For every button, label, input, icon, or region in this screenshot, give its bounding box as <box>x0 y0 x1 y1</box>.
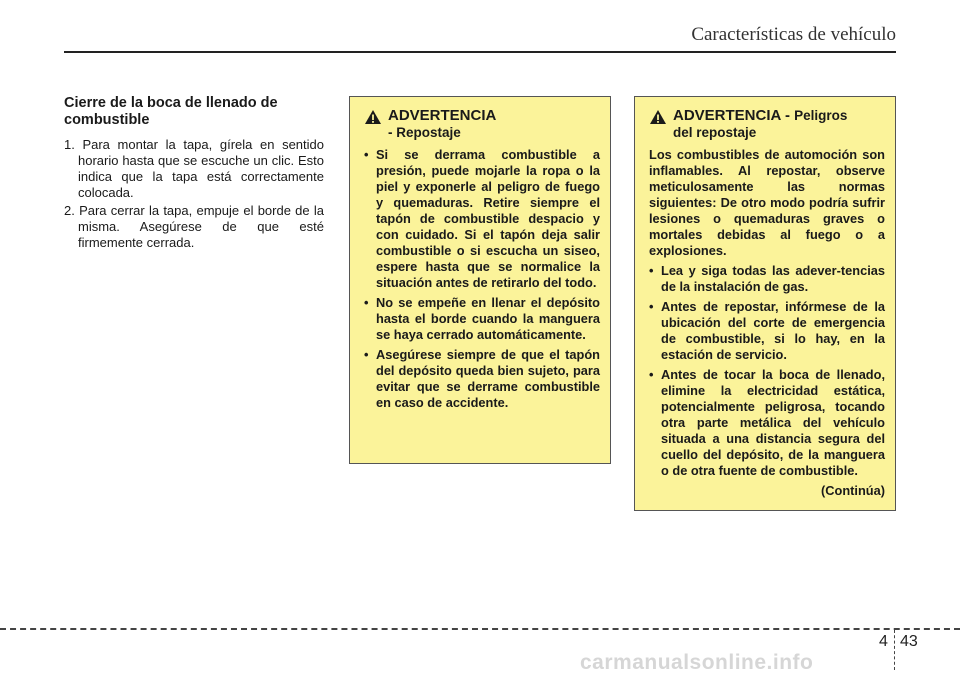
warning-subtitle: - Repostaje <box>388 125 461 140</box>
warning-subtitle-continued: del repostaje <box>673 125 757 140</box>
page-header-title: Características de vehículo <box>691 24 896 45</box>
warning-bullet: • Antes de tocar la boca de llenado, elimine la electricidad estática, potencialmente peligrosa, tocando otra parte metálica del vehículo situada a una distancia segura del cuello del depósito, de la manguera o de otra fuente de combustible. <box>649 367 885 479</box>
page-number: 43 <box>900 633 918 650</box>
header-rule <box>64 51 896 53</box>
continued-label: (Continúa) <box>821 483 885 498</box>
warning-triangle-icon <box>364 109 382 125</box>
warning-subtitle: Peligros <box>794 108 848 123</box>
steps-list <box>64 137 324 251</box>
chapter-number: 4 <box>879 633 888 650</box>
step-item: 1. Para montar la tapa, gírela en sentido horario hasta que se escuche un clic. Esto indica que la tapa está correctamente colocada. <box>64 137 324 200</box>
warning-title: ADVERTENCIA <box>388 107 497 124</box>
warning-triangle-icon <box>649 109 667 125</box>
warning-bullet: • Lea y siga todas las adever-tencias de la instalación de gas. <box>649 263 885 295</box>
page-number-separator <box>894 630 895 670</box>
warning-intro: Los combustibles de automoción son inflamables. Al repostar, observe meticulosamente las normas siguientes: De otro modo podría sufrir lesiones o quemaduras graves o mortales debidas al fuego o a explosiones. <box>649 147 885 258</box>
warning-header <box>649 107 885 141</box>
warning-box-refueling-hazards <box>634 96 896 511</box>
step-item: 2. Para cerrar la tapa, empuje el borde de la misma. Asegúrese de que esté firmemente cerrada. <box>64 203 324 250</box>
section-title: Cierre de la boca de llenado de combustible <box>64 95 278 128</box>
watermark: carmanualsonline.info <box>580 651 814 674</box>
warning-bullet: • No se empeñe en llenar el depósito hasta el borde cuando la manguera se haya cerrado automáticamente. <box>364 295 600 343</box>
warning-bullets <box>649 263 885 479</box>
fuel-cap-section <box>64 95 324 253</box>
warning-bullet: • Antes de repostar, infórmese de la ubicación del corte de emergencia de combustible, si lo hay, en la estación de servicio. <box>649 299 885 363</box>
warning-title: ADVERTENCIA - <box>673 107 790 124</box>
footer-rule <box>0 628 960 630</box>
warning-box-refueling <box>349 96 611 464</box>
warning-bullets <box>364 147 600 411</box>
warning-bullet: • Asegúrese siempre de que el tapón del depósito queda bien sujeto, para evitar que se derrame combustible en caso de accidente. <box>364 347 600 411</box>
warning-header <box>364 107 600 141</box>
warning-bullet: • Si se derrama combustible a presión, puede mojarle la ropa o la piel y exponerle al peligro de fuego y quemaduras. Retire siempre el tapón de combustible despacio y con cuidado. Si el tapón deja salir combustible o si escucha un siseo, espere hasta que se normalice la situación antes de retirarlo del todo. <box>364 147 600 291</box>
